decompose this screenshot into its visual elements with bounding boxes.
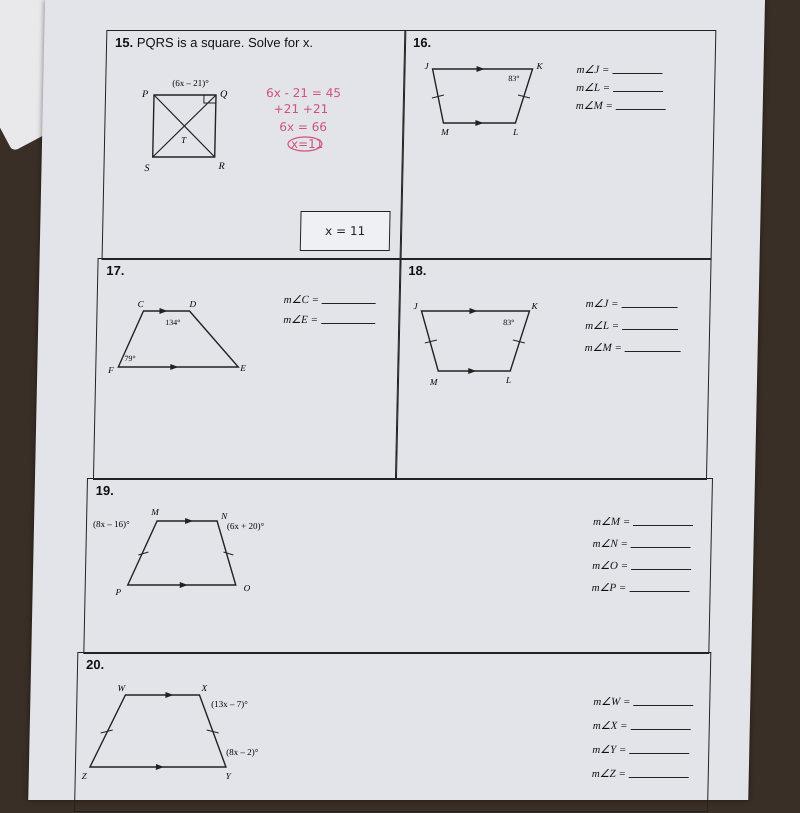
problem-number: 17. <box>106 263 125 278</box>
vertex-s: S <box>144 163 150 174</box>
answer-line-e[interactable]: m∠E = <box>283 313 375 326</box>
given-angle: 83° <box>508 74 520 83</box>
angle-d: 134° <box>165 318 181 327</box>
angle-x: (13x – 7)° <box>211 699 248 709</box>
vertex-o: O <box>243 583 251 593</box>
problem-instruction: PQRS is a square. Solve for x. <box>136 35 314 50</box>
vertex-j: J <box>424 61 429 71</box>
diagonal-qs <box>153 95 216 157</box>
angle-m: (8x – 16)° <box>92 519 130 529</box>
problem-number: 16. <box>412 35 432 50</box>
answer-line-c[interactable]: m∠C = <box>284 293 377 306</box>
vertex-y: Y <box>225 771 231 781</box>
tick-right <box>223 552 233 555</box>
parallel-arrow-top <box>476 66 484 72</box>
vertex-m: M <box>441 127 449 137</box>
parallel-arrow-top <box>469 308 477 314</box>
answer-line-y[interactable]: m∠Y = <box>592 743 689 756</box>
answer-box[interactable]: x = 11 <box>300 211 391 251</box>
problem-number: 19. <box>95 483 114 498</box>
parallel-arrow-bottom <box>170 364 178 370</box>
trapezoid-diagram <box>396 259 713 481</box>
answer-line-m[interactable]: m∠M = <box>576 99 666 112</box>
problem-20 <box>74 652 711 812</box>
answer-line-z[interactable]: m∠Z = <box>592 767 689 780</box>
vertex-f: F <box>108 365 114 375</box>
trapezoid-diagram <box>401 31 718 261</box>
handwritten-work-1: 6x - 21 = 45 <box>265 86 342 100</box>
vertex-p: P <box>115 587 122 597</box>
worksheet <box>28 0 765 800</box>
handwritten-work-4: x=11 <box>290 137 324 151</box>
parallel-arrow-top <box>165 692 173 698</box>
problem-number: 18. <box>408 263 427 278</box>
vertex-j: J <box>413 301 418 311</box>
parallel-arrow-top <box>159 308 167 314</box>
angle-label: (6x – 21)° <box>172 78 209 88</box>
vertex-k: K <box>536 61 543 71</box>
answer-line-w[interactable]: m∠W = <box>593 695 693 708</box>
answer-line-n[interactable]: m∠N = <box>592 537 691 550</box>
answer-line-m[interactable]: m∠M = <box>585 341 681 354</box>
problem-16 <box>400 30 717 260</box>
answer-line-l[interactable]: m∠L = <box>585 319 678 332</box>
angle-f: 79° <box>124 354 136 363</box>
problem-number: 20. <box>85 657 105 672</box>
problem-number: 15. PQRS is a square. Solve for x. <box>114 35 314 50</box>
problem-15 <box>102 30 407 260</box>
angle-y: (8x – 2)° <box>226 747 259 757</box>
handwritten-work-2: +21 +21 <box>273 102 329 116</box>
vertex-c: C <box>137 299 144 309</box>
problem-18 <box>395 258 712 480</box>
vertex-d: D <box>189 299 197 309</box>
answer-line-o[interactable]: m∠O = <box>592 559 691 572</box>
parallel-arrow-bottom <box>156 764 164 770</box>
problem-19 <box>83 478 713 654</box>
vertex-x: X <box>201 683 208 693</box>
vertex-m: M <box>429 377 438 387</box>
vertex-k: K <box>531 301 538 311</box>
vertex-z: Z <box>81 771 87 781</box>
parallel-arrow-bottom <box>468 368 476 374</box>
answer-line-m[interactable]: m∠M = <box>593 515 693 528</box>
parallel-arrow-top <box>185 518 193 524</box>
parallel-arrow-bottom <box>475 120 483 126</box>
answer-line-p[interactable]: m∠P = <box>592 581 690 594</box>
problem-17 <box>93 258 402 480</box>
answer-line-j[interactable]: m∠J = <box>586 297 678 310</box>
vertex-w: W <box>117 683 126 693</box>
answer-line-x[interactable]: m∠X = <box>593 719 691 732</box>
vertex-l: L <box>505 375 512 385</box>
vertex-e: E <box>240 363 246 373</box>
parallel-arrow-bottom <box>180 582 188 588</box>
given-angle: 83° <box>503 318 515 327</box>
trapezoid-diagram <box>75 653 712 813</box>
handwritten-work-3: 6x = 66 <box>279 120 328 134</box>
vertex-t: T <box>180 135 187 145</box>
angle-n: (6x + 20)° <box>226 521 265 531</box>
vertex-m: M <box>151 507 159 517</box>
vertex-n: N <box>221 511 228 521</box>
vertex-p: P <box>141 89 149 100</box>
answer-line-l[interactable]: m∠L = <box>576 81 663 94</box>
vertex-r: R <box>218 161 225 172</box>
vertex-q: Q <box>219 89 228 100</box>
vertex-l: L <box>513 127 519 137</box>
answer-line-j[interactable]: m∠J = <box>576 63 662 76</box>
